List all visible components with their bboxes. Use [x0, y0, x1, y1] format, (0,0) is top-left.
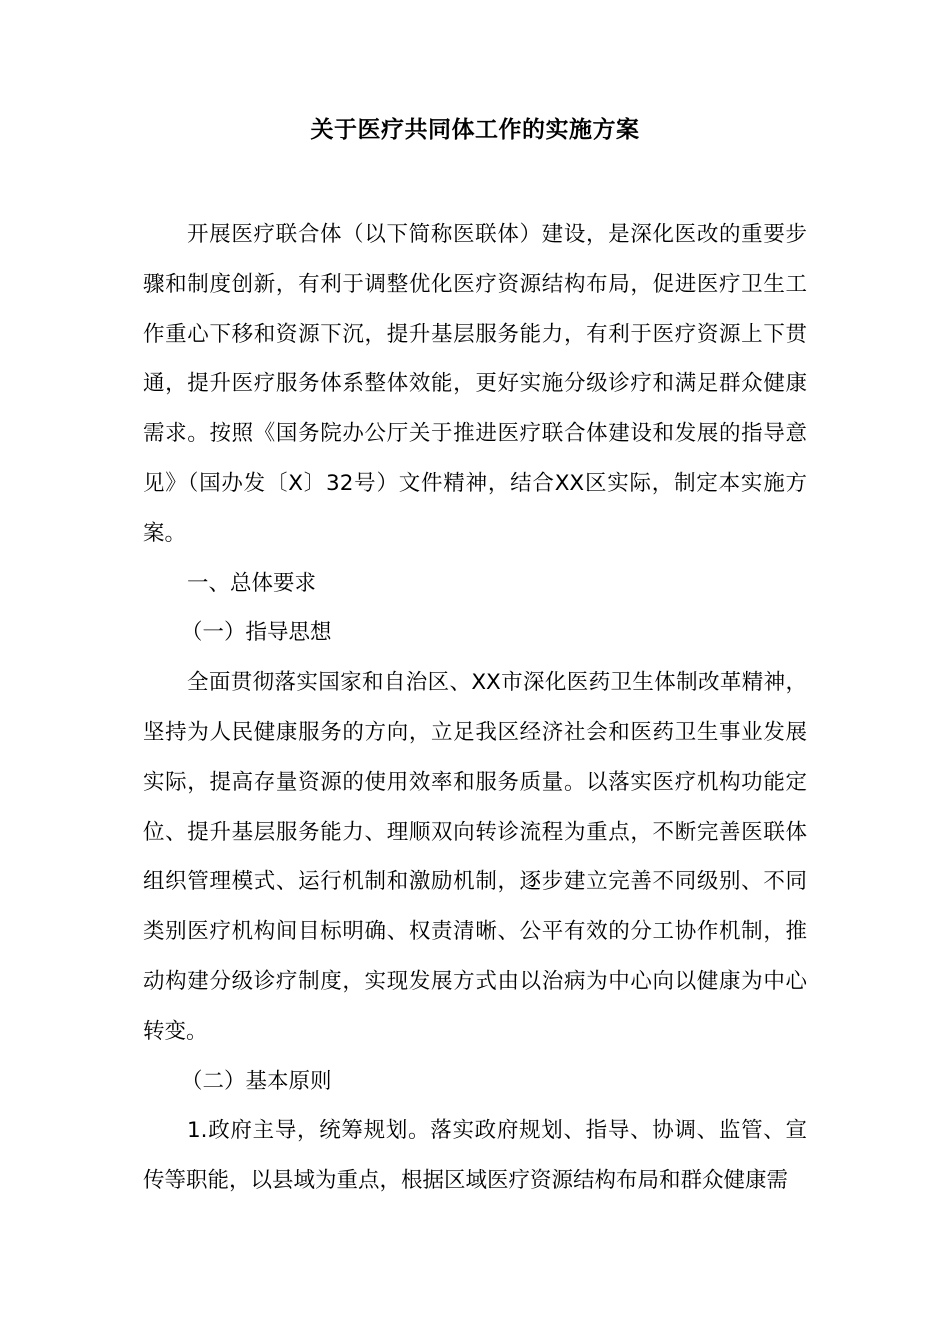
- paragraph-intro: 开展医疗联合体（以下简称医联体）建设，是深化医改的重要步骤和制度创新，有利于调整优化医疗资源结构布局，促进医疗卫生工作重心下移和资源下沉，提升基层服务能力，有利于医疗资源上下贯通，提升医疗服务体系整体效能，更好实施分级诊疗和满足群众健康需求。按照《国务院办公厅关于推进医疗联合体建设和发展的指导意见》（国办发〔X〕32号）文件精神，结合XX区实际，制定本实施方案。: [143, 222, 807, 546]
- document-body: [143, 210, 807, 1206]
- document-title: 关于医疗共同体工作的实施方案: [310, 117, 640, 143]
- section-heading-general-requirements: 一、总体要求: [187, 570, 317, 596]
- subsection-heading-guiding-ideology: （一）指导思想: [181, 620, 332, 646]
- subsection-heading-basic-principles: （二）基本原则: [181, 1068, 332, 1094]
- paragraph-principle-1: 1.政府主导，统筹规划。落实政府规划、指导、协调、监管、宣传等职能，以县域为重点，根据区域医疗资源结构布局和群众健康需: [143, 1118, 807, 1194]
- paragraph-guiding-ideology: 全面贯彻落实国家和自治区、XX市深化医药卫生体制改革精神，坚持为人民健康服务的方向，立足我区经济社会和医药卫生事业发展实际，提高存量资源的使用效率和服务质量。以落实医疗机构功能定位、提升基层服务能力、理顺双向转诊流程为重点，不断完善医联体组织管理模式、运行机制和激励机制，逐步建立完善不同级别、不同类别医疗机构间目标明确、权责清晰、公平有效的分工协作机制，推动构建分级诊疗制度，实现发展方式由以治病为中心向以健康为中心转变。: [143, 670, 807, 1044]
